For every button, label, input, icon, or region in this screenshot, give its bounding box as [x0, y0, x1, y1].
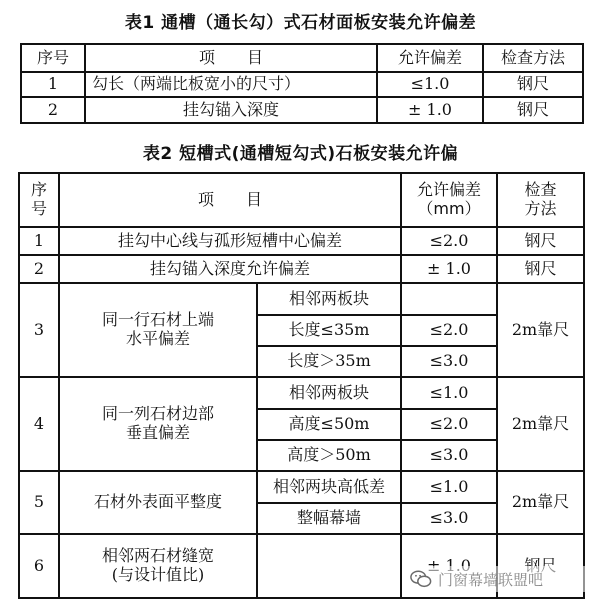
row-number: 5 [19, 471, 59, 534]
row-tolerance: ≤2.0 [401, 227, 497, 255]
row-item-line2: (与设计值比) [111, 565, 205, 584]
table1-header-no: 序号 [21, 44, 85, 72]
row-item-line2: 水平偏差 [125, 329, 190, 348]
row-item: 石材外表面平整度 [59, 471, 257, 534]
row-tolerance: ≤1.0 [377, 72, 483, 97]
row-tolerance: ≤1.0 [401, 377, 497, 409]
table2-header-no [19, 173, 59, 227]
header-no-line2: 号 [30, 199, 47, 218]
row-tolerance: ≤1.0 [401, 471, 497, 503]
row-item [59, 377, 257, 471]
table2-header-tolerance [401, 173, 497, 227]
header-no-line1: 序 [30, 180, 47, 200]
header-method-line2: 方法 [524, 199, 557, 218]
table2-title: 表2 短槽式(通槽短勾式)石板安装允许偏 [142, 144, 459, 164]
table-row [21, 97, 583, 123]
header-tolerance-line1: 允许偏差 [417, 180, 482, 200]
row-number: 2 [19, 255, 59, 283]
table-row [19, 227, 584, 255]
row-number: 1 [21, 72, 85, 97]
row-item-line2: 垂直偏差 [125, 423, 190, 442]
row-number: 6 [19, 534, 59, 598]
row-item: 挂勾锚入深度允许偏差 [59, 255, 401, 283]
row-tolerance [401, 283, 497, 315]
row-subitem: 相邻两板块 [257, 377, 401, 409]
row-method: 2m靠尺 [497, 283, 584, 377]
row-item-line1: 相邻两石材缝宽 [101, 546, 214, 566]
row-subitem: 相邻两块高低差 [257, 471, 401, 503]
row-subitem: 高度＞50m [257, 440, 401, 471]
table-row [19, 283, 584, 315]
row-item [59, 534, 257, 598]
row-item-line1: 同一行石材上端 [101, 310, 214, 330]
row-item: 挂勾锚入深度 [85, 97, 377, 123]
row-number: 2 [21, 97, 85, 123]
table2-header-row [19, 173, 584, 227]
header-method-line1: 检查 [524, 180, 557, 200]
row-method: 钢尺 [483, 97, 583, 123]
row-method: 钢尺 [497, 255, 584, 283]
row-method: 2m靠尺 [497, 471, 584, 534]
row-tolerance: ≤3.0 [401, 440, 497, 471]
table-row [19, 377, 584, 409]
row-method: 钢尺 [497, 227, 584, 255]
row-tolerance: ≤2.0 [401, 315, 497, 346]
row-number: 1 [19, 227, 59, 255]
row-subitem: 相邻两板块 [257, 283, 401, 315]
table2-header-method [497, 173, 584, 227]
table1-header-tolerance: 允许偏差 [377, 44, 483, 72]
table-row [19, 471, 584, 503]
row-subitem: 长度＞35m [257, 346, 401, 377]
table2 [18, 172, 585, 599]
row-subitem: 整幅幕墙 [257, 503, 401, 534]
row-tolerance: ± 1.0 [377, 97, 483, 123]
table-row [19, 255, 584, 283]
row-tolerance: ± 1.0 [401, 255, 497, 283]
row-tolerance: ≤2.0 [401, 409, 497, 440]
watermark-text: 门窗幕墙联盟吧 [438, 570, 544, 589]
wechat-logo-icon [410, 568, 432, 590]
row-item [59, 283, 257, 377]
row-subitem [257, 534, 401, 598]
row-subitem: 长度≤35m [257, 315, 401, 346]
row-item: 挂勾中心线与孤形短槽中心偏差 [59, 227, 401, 255]
table1-header-method: 检查方法 [483, 44, 583, 72]
table1 [20, 43, 584, 124]
header-tolerance-line2: （mm） [417, 199, 481, 218]
row-method: 钢尺 [483, 72, 583, 97]
table1-header-row [21, 44, 583, 72]
table2-header-item: 项 目 [59, 173, 401, 227]
row-item: 勾长（两端比板宽小的尺寸） [85, 72, 377, 97]
row-item-line1: 同一列石材边部 [101, 404, 214, 424]
table-row [21, 72, 583, 97]
table1-header-item: 项 目 [85, 44, 377, 72]
watermark [410, 566, 598, 592]
row-tolerance: ≤3.0 [401, 346, 497, 377]
row-subitem: 高度≤50m [257, 409, 401, 440]
row-method: 2m靠尺 [497, 377, 584, 471]
row-number: 4 [19, 377, 59, 471]
row-tolerance: ≤3.0 [401, 503, 497, 534]
row-number: 3 [19, 283, 59, 377]
table1-title: 表1 通槽（通长勾）式石材面板安装允许偏差 [124, 13, 477, 33]
